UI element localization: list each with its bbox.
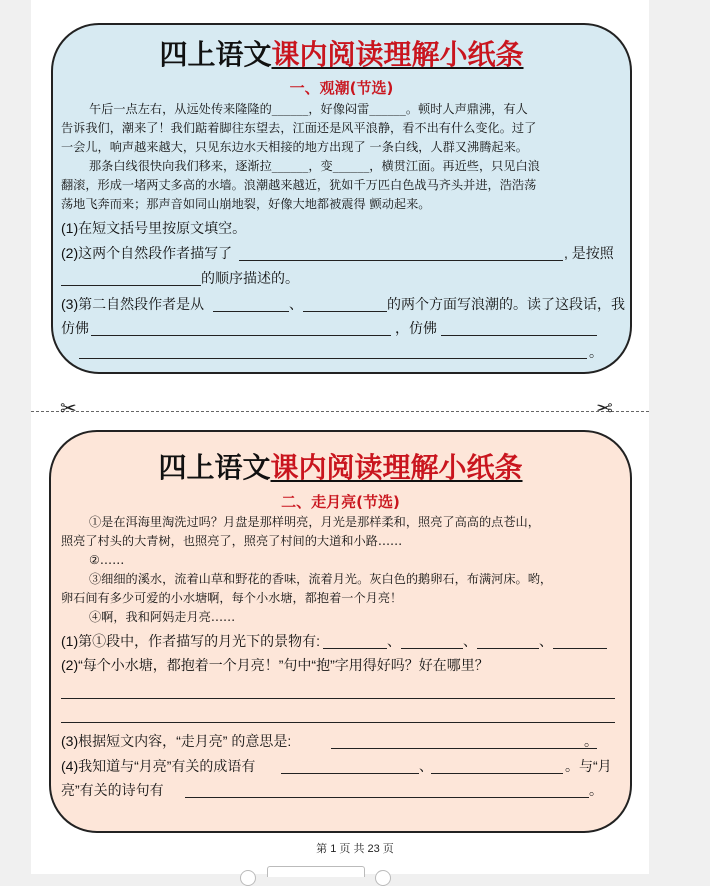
answer-blank[interactable] xyxy=(477,648,539,649)
question-2-text: (2)“每个小水塘，都抱着一个月亮！”句中“抱”字用得好吗？好在哪里？ xyxy=(61,657,489,673)
answer-blank[interactable] xyxy=(431,773,563,774)
question-4-text: 、 xyxy=(419,758,433,774)
question-1: (1)在短文括号里按原文填空。 xyxy=(61,220,247,236)
answer-blank[interactable] xyxy=(185,797,589,798)
cut-line xyxy=(31,411,649,412)
card-title xyxy=(53,33,630,73)
question-1-text: 、 xyxy=(463,633,477,649)
answer-blank[interactable] xyxy=(331,748,597,749)
answer-blank[interactable] xyxy=(61,722,615,723)
prev-page-button[interactable] xyxy=(240,870,256,886)
question-1-text: (1)第①段中，作者描写的月光下的景物有: xyxy=(61,633,320,649)
passage-line: 午后一点左右，从远处传来隆隆的______，好像闷雷______。顿时人声鼎沸，有人 xyxy=(89,102,528,116)
answer-blank[interactable] xyxy=(61,285,201,286)
question-3-text: 的两个方面写浪潮的。读了这段话，我 xyxy=(387,296,625,312)
passage-line: 一会儿，响声越来越大，只见东边水天相接的地方出现了 一条白线，人群又沸腾起来。 xyxy=(61,140,528,154)
answer-blank[interactable] xyxy=(91,335,391,336)
passage-line: ④啊，我和阿妈走月亮…… xyxy=(89,610,236,624)
passage-line: ①是在洱海里淘洗过吗？月盘是那样明亮，月光是那样柔和，照亮了高高的点苍山， xyxy=(89,515,540,529)
question-3-text: (3)第二自然段作者是从 xyxy=(61,296,205,312)
card-subtitle: 二、走月亮(节选) xyxy=(281,493,400,511)
title-part-b: 课内阅读理解小纸条 xyxy=(270,451,523,484)
answer-blank[interactable] xyxy=(213,311,289,312)
question-4-text: 亮”有关的诗句有 xyxy=(61,782,164,798)
scissors-icon: ✂ xyxy=(60,396,77,420)
next-page-button[interactable] xyxy=(375,870,391,886)
question-4-text: (4)我知道与“月亮”有关的成语有 xyxy=(61,758,256,774)
answer-blank[interactable] xyxy=(239,260,563,261)
passage-line: 照亮了村头的大青树，也照亮了，照亮了村间的大道和小路…… xyxy=(61,534,403,548)
answer-blank[interactable] xyxy=(323,648,387,649)
passage-line: 荡地飞奔而来；那声音如同山崩地裂，好像大地都被震得 颤动起来。 xyxy=(61,197,431,211)
card-subtitle: 一、观潮(节选) xyxy=(289,79,394,97)
question-3-text: ，仿佛 xyxy=(395,320,437,336)
question-3-text: 仿佛 xyxy=(61,320,89,336)
question-4-text: 。与“月 xyxy=(565,758,612,774)
answer-blank[interactable] xyxy=(61,698,615,699)
answer-blank[interactable] xyxy=(303,311,387,312)
question-3-text: (3)根据短文内容，“走月亮” 的意思是: xyxy=(61,733,292,749)
page-number-input[interactable] xyxy=(267,866,365,877)
card-title xyxy=(51,446,630,486)
passage-line: 那条白线很快向我们移来，逐渐拉______，变______，横贯江面。再近些，只见白浪 xyxy=(89,159,540,173)
title-part-a: 四上语文 xyxy=(158,451,271,484)
question-3-text: 、 xyxy=(289,296,303,312)
answer-blank[interactable] xyxy=(553,648,607,649)
question-1-text: 、 xyxy=(387,633,401,649)
answer-blank[interactable] xyxy=(281,773,419,774)
reading-card-2 xyxy=(49,430,632,833)
passage-line: 翻滚，形成一堵两丈多高的水墙。浪潮越来越近，犹如千万匹白色战马齐头并进，浩浩荡 xyxy=(61,178,537,192)
passage-line: ②…… xyxy=(89,553,125,567)
question-3-text: 。 xyxy=(589,344,603,360)
answer-blank[interactable] xyxy=(79,358,587,359)
question-2-text: 的顺序描述的。 xyxy=(201,270,299,286)
title-part-a: 四上语文 xyxy=(159,38,272,71)
answer-blank[interactable] xyxy=(441,335,597,336)
question-2-text: (2)这两个自然段作者描写了 xyxy=(61,245,233,261)
question-4-text: 。 xyxy=(589,782,603,798)
scissors-icon: ✂ xyxy=(596,396,613,420)
title-part-b: 课内阅读理解小纸条 xyxy=(271,38,524,71)
question-1-text: 、 xyxy=(539,633,553,649)
question-3-text: 。 xyxy=(584,733,598,749)
page-footer: 第 1 页 共 23 页 xyxy=(316,843,394,855)
passage-line: ③细细的溪水，流着山草和野花的香味，流着月光。灰白色的鹅卵石，布满河床。哟， xyxy=(89,572,553,586)
question-2-text: , 是按照 xyxy=(564,245,614,261)
passage-line: 告诉我们，潮来了！我们踮着脚往东望去，江面还是风平浪静，看不出有什么变化。过了 xyxy=(61,121,537,135)
answer-blank[interactable] xyxy=(401,648,463,649)
reading-card-1 xyxy=(51,23,632,374)
passage-line: 卵石间有多少可爱的小水塘啊，每个小水塘，都抱着一个月亮！ xyxy=(61,591,403,605)
